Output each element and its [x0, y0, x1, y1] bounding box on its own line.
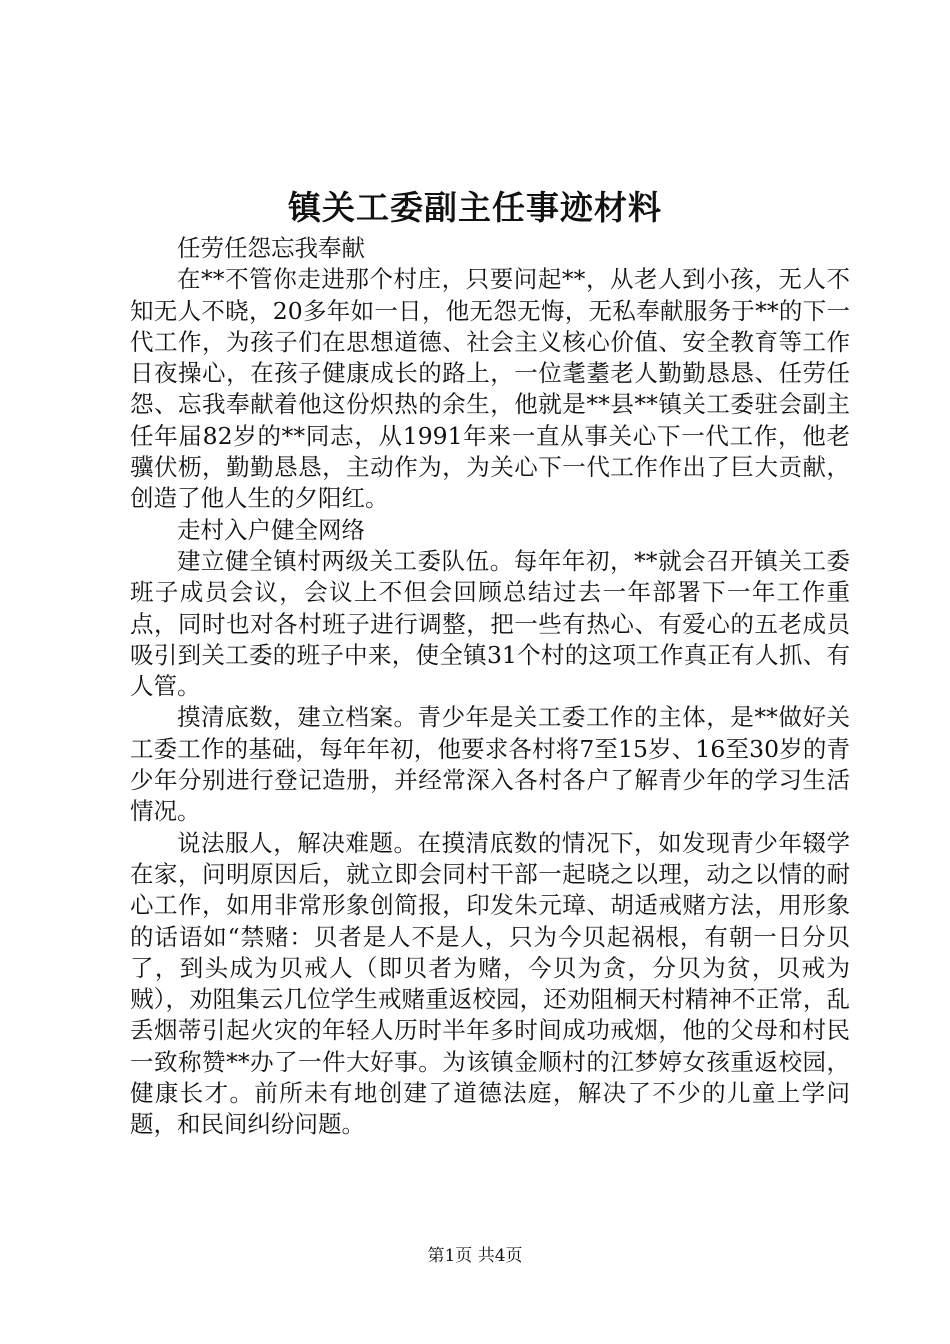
paragraph-network: 建立健全镇村两级关工委队伍。每年年初，**就会召开镇关工委班子成员会议，会议上不但会回顾总结过去一年部署下一年工作重点，同时也对各村班子进行调整，把一些有热心、有爱心的五老成员吸引到关工委的班子中来，使全镇31个村的这项工作真正有人抓、有人管。	[130, 546, 850, 701]
paragraph-intro: 在**不管你走进那个村庄，只要问起**，从老人到小孩，无人不知无人不晓，20多年如一日，他无怨无悔，无私奉献服务于**的下一代工作，为孩子们在思想道德、社会主义核心价值、安全教育等工作日夜操心，在孩子健康成长的路上，一位耄耋老人勤勤恳恳、任劳任怨、忘我奉献着他这份炽热的余生，他就是**县**镇关工委驻会副主任年届82岁的**同志，从1991年来一直从事关心下一代工作，他老骥伏枥，勤勤恳恳，主动作为，为关心下一代工作作出了巨大贡献，创造了他人生的夕阳红。	[130, 265, 850, 513]
paragraph-records: 摸清底数，建立档案。青少年是关工委工作的主体，是**做好关工委工作的基础，每年年初，他要求各村将7至15岁、16至30岁的青少年分别进行登记造册，并经常深入各村各户了解青少年的学习生活情况。	[130, 703, 850, 826]
page-number-footer: 第1页 共4页	[427, 1246, 523, 1266]
document-body	[130, 233, 850, 1141]
section-heading-1: 任劳任怨忘我奉献	[177, 234, 365, 262]
paragraph-persuasion: 说法服人，解决难题。在摸清底数的情况下，如发现青少年辍学在家，问明原因后，就立即会同村干部一起晓之以理，动之以情的耐心工作，如用非常形象创简报，印发朱元璋、胡适戒赌方法，用形象的话语如“禁赌：贝者是人不是人，只为今贝起祸根，有朝一日分贝了，到头成为贝戒人（即贝者为赌，今贝为贪，分贝为贫，贝戒为贼），劝阻集云几位学生戒赌重返校园，还劝阻桐天村精神不正常，乱丢烟蒂引起火灾的年轻人历时半年多时间成功戒烟，他的父母和村民一致称赞**办了一件大好事。为该镇金顺村的江梦婷女孩重返校园，健康长才。前所未有地创建了道德法庭，解决了不少的儿童上学问题，和民间纠纷问题。	[130, 828, 850, 1139]
document-title: 镇关工委副主任事迹材料	[288, 188, 662, 227]
section-heading-2: 走村入户健全网络	[177, 515, 365, 544]
